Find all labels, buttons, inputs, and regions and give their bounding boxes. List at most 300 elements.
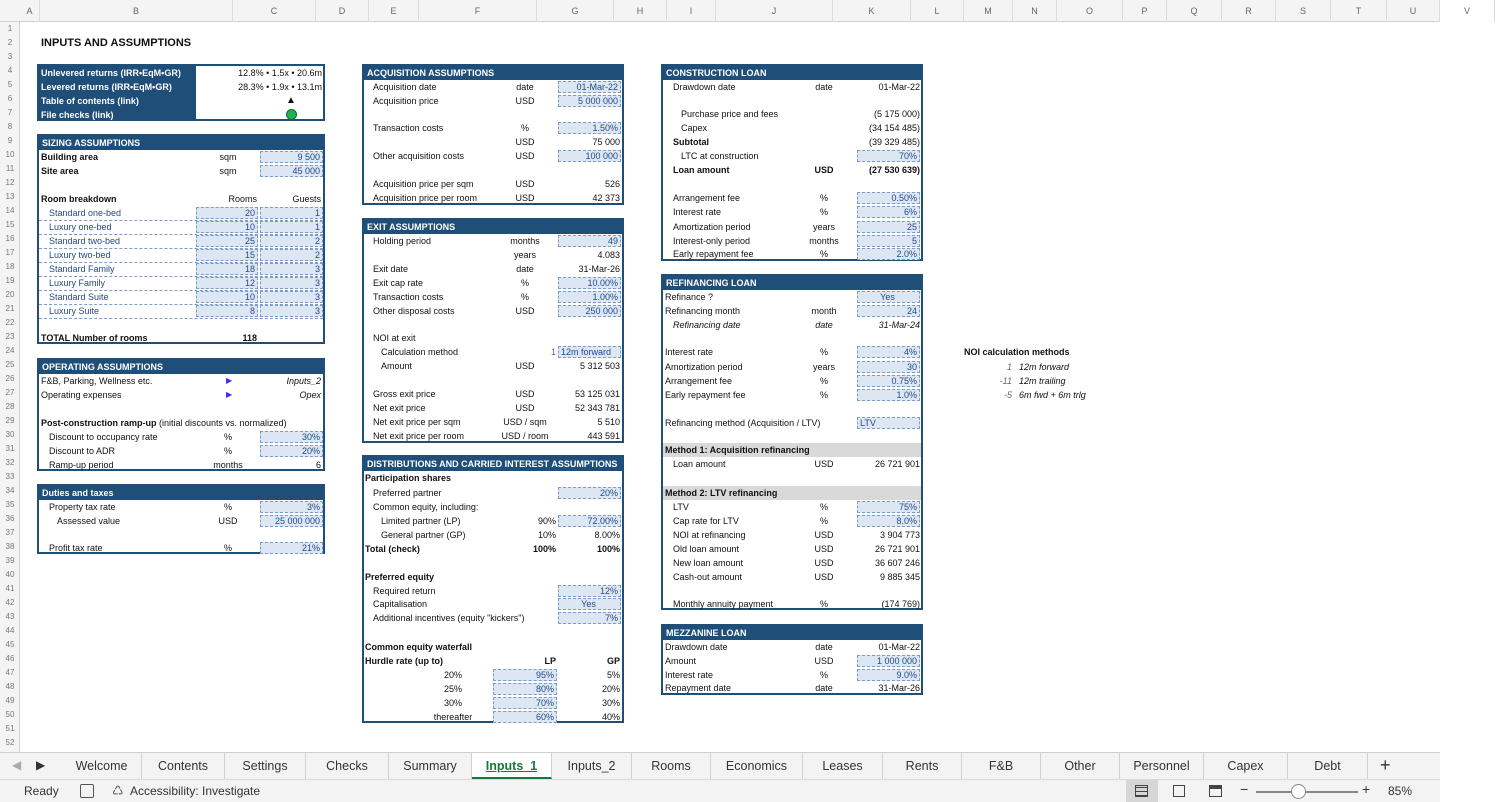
duties-header: Duties and taxes <box>39 486 323 500</box>
room-count-input[interactable]: 8 <box>196 305 258 317</box>
acq-room-label: Acquisition price per room <box>373 193 478 203</box>
new-loan-label: New loan amount <box>673 558 744 568</box>
noi-method-label: 12m forward <box>1019 362 1070 372</box>
required-return-label: Required return <box>373 586 436 596</box>
con-arr-input[interactable]: 0.50% <box>857 192 920 204</box>
gp-share-value: 20% <box>601 684 620 694</box>
tab-economics[interactable]: Economics <box>711 753 803 779</box>
refi-am-input[interactable]: 30 <box>857 361 920 373</box>
drawdown-label: Drawdown date <box>673 82 736 92</box>
unlevered-value: 12.8% • 1.5x • 20.6m <box>238 68 322 78</box>
loan-amount-unit: USD <box>814 165 834 175</box>
disposal-unit: USD <box>515 306 535 316</box>
row-header[interactable]: 17 <box>5 248 15 257</box>
gp-share-value: 5% <box>606 670 620 680</box>
gp-share-value: 30% <box>601 698 620 708</box>
room-count-input[interactable]: 25 <box>196 235 258 247</box>
zoom-out-button[interactable]: − <box>1240 781 1249 797</box>
exit-cap-label: Exit cap rate <box>373 278 424 288</box>
lp-share-input[interactable]: 95% <box>493 669 557 681</box>
column-header-b[interactable]: B <box>40 0 233 22</box>
pref-equity-label: Preferred equity <box>365 572 435 582</box>
column-header-n[interactable]: N <box>1013 0 1057 22</box>
con-early-label: Early repayment fee <box>673 249 754 259</box>
site-area-input[interactable]: 45 000 <box>260 165 323 177</box>
room-guests-input[interactable]: 1 <box>260 221 323 233</box>
tab-personnel[interactable]: Personnel <box>1120 753 1204 779</box>
accessibility-status[interactable]: Accessibility: Investigate <box>130 784 261 798</box>
hurdle-rate-value: thereafter <box>433 712 473 722</box>
caprate-ltv-input[interactable]: 8.0% <box>857 515 920 527</box>
tab-checks[interactable]: Checks <box>306 753 389 779</box>
refi-method-dropdown[interactable]: LTV <box>857 417 920 429</box>
room-type-name: Luxury Family <box>49 278 106 288</box>
row-header[interactable]: 51 <box>5 724 15 733</box>
column-header-j[interactable]: J <box>716 0 833 22</box>
row-header[interactable]: 33 <box>5 472 15 481</box>
room-type-name: Luxury Suite <box>49 306 100 316</box>
row-header[interactable]: 15 <box>5 220 15 229</box>
noi-methods-title: NOI calculation methods <box>964 347 1070 357</box>
drawdown-unit: date <box>815 82 833 92</box>
con-arr-label: Arrangement fee <box>673 193 741 203</box>
ltv-input[interactable]: 75% <box>857 501 920 513</box>
con-am-input[interactable]: 25 <box>857 221 920 233</box>
con-am-label: Amortization period <box>673 222 751 232</box>
gp-share-value: 40% <box>601 712 620 722</box>
zoom-in-button[interactable]: + <box>1362 781 1371 797</box>
row-header[interactable]: 28 <box>5 402 15 411</box>
new-loan-unit: USD <box>814 558 834 568</box>
room-guests-input[interactable]: 1 <box>260 207 323 219</box>
column-header-u[interactable]: U <box>1387 0 1440 22</box>
row-header[interactable]: 50 <box>5 710 15 719</box>
macro-recorder-icon[interactable] <box>80 784 94 798</box>
capitalisation-input[interactable]: Yes <box>558 598 621 610</box>
disposal-input[interactable]: 250 000 <box>558 305 621 317</box>
exit-tc-label: Transaction costs <box>373 292 444 302</box>
net-room-label: Net exit price per room <box>373 431 465 441</box>
total-check-value: 100% <box>596 544 620 554</box>
room-guests-input[interactable]: 2 <box>260 235 323 247</box>
new-loan-value: 36 607 246 <box>874 558 920 568</box>
row-header[interactable]: 43 <box>5 612 15 621</box>
room-guests-input[interactable]: 3 <box>260 263 323 275</box>
m1-loan-unit: USD <box>814 459 834 469</box>
property-tax-unit: % <box>223 502 232 512</box>
acq-date-input[interactable]: 01-Mar-22 <box>558 81 621 93</box>
building-area-input[interactable]: 9 500 <box>260 151 323 163</box>
row-header[interactable]: 12 <box>5 178 15 187</box>
row-header[interactable]: 9 <box>7 136 13 145</box>
net-exit-label: Net exit price <box>373 403 426 413</box>
column-header-p[interactable]: P <box>1123 0 1167 22</box>
mezz-amount-input[interactable]: 1 000 000 <box>857 655 920 667</box>
occ-discount-input[interactable]: 30% <box>260 431 323 443</box>
fnb-link[interactable]: Inputs_2 <box>286 376 321 386</box>
row-header[interactable]: 35 <box>5 500 15 509</box>
room-count-input[interactable]: 10 <box>196 221 258 233</box>
kickers-input[interactable]: 7% <box>558 612 621 624</box>
noi-method-label: 6m fwd + 6m trlg <box>1019 390 1086 400</box>
row-header[interactable]: 39 <box>5 556 15 565</box>
tab-rents[interactable]: Rents <box>883 753 962 779</box>
row-header[interactable]: 46 <box>5 654 15 663</box>
net-sqm-label: Net exit price per sqm <box>373 417 461 427</box>
row-header[interactable]: 1 <box>7 24 13 33</box>
mezz-ir-unit: % <box>819 670 828 680</box>
refi-am-unit: years <box>812 362 835 372</box>
row-header[interactable]: 6 <box>7 94 13 103</box>
refi-month-input[interactable]: 24 <box>857 305 920 317</box>
row-header[interactable]: 13 <box>5 192 15 201</box>
room-count-input[interactable]: 18 <box>196 263 258 275</box>
row-header[interactable]: 5 <box>7 80 13 89</box>
status-bar <box>0 779 1440 802</box>
acq-other-input[interactable]: 100 000 <box>558 150 621 162</box>
row-header[interactable]: 23 <box>5 332 15 341</box>
room-type-name: Standard one-bed <box>49 208 122 218</box>
sizing-header: SIZING ASSUMPTIONS <box>39 136 323 150</box>
row-header[interactable]: 21 <box>5 304 15 313</box>
refi-early-unit: % <box>819 390 828 400</box>
hurdle-rate-value: 20% <box>443 670 462 680</box>
refinance-label: Refinance ? <box>665 292 714 302</box>
hurdle-rate-value: 25% <box>443 684 462 694</box>
noi-amount-label: Amount <box>381 361 413 371</box>
con-ir-input[interactable]: 6% <box>857 206 920 218</box>
refi-method-label: Refinancing method (Acquisition / LTV) <box>665 418 821 428</box>
row-header[interactable]: 4 <box>7 66 13 75</box>
occ-discount-label: Discount to occupancy rate <box>49 432 158 442</box>
capex-label: Capex <box>681 123 708 133</box>
tab-debt[interactable]: Debt <box>1288 753 1368 779</box>
tab-welcome[interactable]: Welcome <box>62 753 142 779</box>
tab-scroll-left-icon[interactable]: ◀ <box>12 758 22 772</box>
participation-label: Participation shares <box>365 473 452 483</box>
row-header[interactable]: 45 <box>5 640 15 649</box>
room-row-divider <box>39 318 323 319</box>
rampup-period-label: Ramp-up period <box>49 460 114 470</box>
mezz-repay-unit: date <box>815 683 833 693</box>
con-io-label: Interest-only period <box>673 236 751 246</box>
holding-input[interactable]: 49 <box>558 235 621 247</box>
row-header[interactable]: 37 <box>5 528 15 537</box>
noi-method-index: 1 <box>1006 362 1012 372</box>
levered-label[interactable]: Levered returns (IRR•EqM•GR) <box>41 82 172 92</box>
levered-value: 28.3% • 1.9x • 13.1m <box>238 82 322 92</box>
refinance-input[interactable]: Yes <box>857 291 920 303</box>
capitalisation-label: Capitalisation <box>373 599 428 609</box>
room-guests-input[interactable]: 2 <box>260 249 323 261</box>
row-header[interactable]: 40 <box>5 570 15 579</box>
acq-price-input[interactable]: 5 000 000 <box>558 95 621 107</box>
ltv-unit: % <box>819 502 828 512</box>
column-header-e[interactable]: E <box>369 0 419 22</box>
mezz-amount-unit: USD <box>814 656 834 666</box>
old-loan-label: Old loan amount <box>673 544 740 554</box>
column-headers <box>0 0 1470 22</box>
holding-unit: months <box>510 236 540 246</box>
zoom-slider-thumb[interactable] <box>1291 784 1306 799</box>
row-header[interactable]: 44 <box>5 626 15 635</box>
row-header[interactable]: 25 <box>5 360 15 369</box>
room-count-input[interactable]: 20 <box>196 207 258 219</box>
row-header[interactable]: 10 <box>5 150 15 159</box>
opex-label: Operating expenses <box>41 390 122 400</box>
column-header-l[interactable]: L <box>911 0 964 22</box>
fnb-arrow-icon[interactable]: ▶ <box>226 376 233 385</box>
column-header-h[interactable]: H <box>614 0 667 22</box>
refinancing-header: REFINANCING LOAN <box>663 276 921 290</box>
row-header[interactable]: 19 <box>5 276 15 285</box>
row-header[interactable]: 49 <box>5 696 15 705</box>
tab-contents[interactable]: Contents <box>142 753 225 779</box>
net-room-unit: USD / room <box>501 431 549 441</box>
acq-tc-unit2: USD <box>515 137 535 147</box>
hurdle-label: Hurdle rate (up to) <box>365 656 443 666</box>
fnb-label: F&B, Parking, Wellness etc. <box>41 376 153 386</box>
tab-inputs-1[interactable]: Inputs_1 <box>472 753 552 779</box>
tab-settings[interactable]: Settings <box>225 753 306 779</box>
acq-room-value: 42 373 <box>592 193 620 203</box>
ltc-input[interactable]: 70% <box>857 150 920 162</box>
refi-early-input[interactable]: 1.0% <box>857 389 920 401</box>
mezzanine-header: MEZZANINE LOAN <box>663 626 921 640</box>
file-checks-link[interactable]: File checks (link) <box>41 110 114 120</box>
row-header[interactable]: 7 <box>7 108 13 117</box>
exit-cap-input[interactable]: 10.00% <box>558 277 621 289</box>
tab-scroll-right-icon[interactable]: ▶ <box>36 758 46 772</box>
tab-capex[interactable]: Capex <box>1204 753 1288 779</box>
adr-discount-input[interactable]: 20% <box>260 445 323 457</box>
opex-link[interactable]: Opex <box>299 390 321 400</box>
lp-share-input[interactable]: 80% <box>493 683 557 695</box>
tab-other[interactable]: Other <box>1041 753 1120 779</box>
cashout-label: Cash-out amount <box>673 572 743 582</box>
row-header[interactable]: 3 <box>7 52 13 61</box>
page-break-icon[interactable] <box>1209 785 1222 797</box>
adr-discount-label: Discount to ADR <box>49 446 116 456</box>
noi-method-index: -5 <box>1003 390 1012 400</box>
column-header-c[interactable]: C <box>233 0 316 22</box>
row-header[interactable]: 52 <box>5 738 15 747</box>
total-rooms-value: 118 <box>242 333 257 343</box>
required-return-input[interactable]: 12% <box>558 585 621 597</box>
adr-discount-unit: % <box>223 446 232 456</box>
column-header-s[interactable]: S <box>1276 0 1331 22</box>
pref-partner-label: Preferred partner <box>373 488 442 498</box>
calc-method-dropdown[interactable]: 12m forward <box>558 346 621 358</box>
row-header[interactable]: 27 <box>5 388 15 397</box>
acq-other-label: Other acquisition costs <box>373 151 465 161</box>
row-header[interactable]: 42 <box>5 598 15 607</box>
ltc-label: LTC at construction <box>681 151 759 161</box>
row-header[interactable]: 29 <box>5 416 15 425</box>
zoom-level[interactable]: 85% <box>1388 784 1413 798</box>
mezz-ir-input[interactable]: 9.0% <box>857 669 920 681</box>
acq-date-unit: date <box>516 82 534 92</box>
column-header-d[interactable]: D <box>316 0 369 22</box>
rampup-period-unit: months <box>213 460 243 470</box>
mezz-drawdown-label: Drawdown date <box>665 642 728 652</box>
tab-summary[interactable]: Summary <box>389 753 472 779</box>
acq-tc-unit: % <box>520 123 529 133</box>
con-io-input[interactable]: 5 <box>857 235 920 247</box>
room-guests-input[interactable]: 3 <box>260 305 323 317</box>
sheet-tab-bar <box>0 752 1440 779</box>
room-count-input[interactable]: 12 <box>196 277 258 289</box>
mezz-repay-value: 31-Mar-26 <box>878 683 920 693</box>
row-header[interactable]: 20 <box>5 290 15 299</box>
room-count-input[interactable]: 15 <box>196 249 258 261</box>
column-header-t[interactable]: T <box>1331 0 1387 22</box>
row-header[interactable]: 31 <box>5 444 15 453</box>
gp-value: 8.00% <box>594 530 620 540</box>
room-type-name: Standard two-bed <box>49 236 121 246</box>
annuity-label: Monthly annuity payment <box>673 599 774 609</box>
refi-date-label: Refinancing date <box>673 320 741 330</box>
row-header[interactable]: 47 <box>5 668 15 677</box>
row-header[interactable]: 41 <box>5 584 15 593</box>
con-am-unit: years <box>812 222 835 232</box>
building-area-label: Building area <box>41 152 99 162</box>
cashout-value: 9 885 345 <box>879 572 920 582</box>
total-check-pct: 100% <box>532 544 556 554</box>
page-layout-icon[interactable] <box>1173 785 1185 797</box>
column-header-q[interactable]: Q <box>1167 0 1222 22</box>
row-header[interactable]: 2 <box>7 38 13 47</box>
refi-date-value: 31-Mar-24 <box>878 320 920 330</box>
row-header[interactable]: 14 <box>5 206 15 215</box>
acq-price-label: Acquisition price <box>373 96 439 106</box>
row-header[interactable]: 38 <box>5 542 15 551</box>
row-header[interactable]: 30 <box>5 430 15 439</box>
distributions-header: DISTRIBUTIONS AND CARRIED INTEREST ASSUMPTIONS <box>364 457 622 471</box>
column-header-k[interactable]: K <box>833 0 911 22</box>
refi-arr-label: Arrangement fee <box>665 376 733 386</box>
column-header-g[interactable]: G <box>537 0 614 22</box>
loan-amount-label: Loan amount <box>673 165 730 175</box>
holding-label: Holding period <box>373 236 432 246</box>
column-header-a[interactable]: A <box>20 0 40 22</box>
refi-ir-input[interactable]: 4% <box>857 346 920 358</box>
toc-triangle-icon[interactable]: ▲ <box>286 95 296 106</box>
exit-date-label: Exit date <box>373 264 409 274</box>
room-guests-input[interactable]: 3 <box>260 277 323 289</box>
unlevered-label[interactable]: Unlevered returns (IRR•EqM•GR) <box>41 68 181 78</box>
old-loan-value: 26 721 901 <box>874 544 920 554</box>
acq-tc-value2: 75 000 <box>592 137 620 147</box>
row-header[interactable]: 36 <box>5 514 15 523</box>
row-header[interactable]: 8 <box>7 122 13 131</box>
ltv-label: LTV <box>673 502 689 512</box>
pref-partner-input[interactable]: 20% <box>558 487 621 499</box>
zoom-slider-track[interactable] <box>1256 791 1358 793</box>
gp-column-header: GP <box>606 656 620 666</box>
lp-input[interactable]: 72.00% <box>558 515 621 527</box>
room-guests-input[interactable]: 3 <box>260 291 323 303</box>
row-header[interactable]: 26 <box>5 374 15 383</box>
row-header[interactable]: 24 <box>5 346 15 355</box>
accessibility-icon[interactable]: ♺ <box>112 783 124 798</box>
check-status-icon[interactable] <box>286 109 297 120</box>
con-ir-label: Interest rate <box>673 207 722 217</box>
noi-refi-value: 3 904 773 <box>879 530 920 540</box>
gross-exit-label: Gross exit price <box>373 389 436 399</box>
tab-f-b[interactable]: F&B <box>962 753 1041 779</box>
profit-tax-input[interactable]: 21% <box>260 542 323 554</box>
room-count-input[interactable]: 10 <box>196 291 258 303</box>
column-header-m[interactable]: M <box>964 0 1013 22</box>
m1-loan-label: Loan amount <box>673 459 726 469</box>
column-header-v[interactable]: V <box>1440 0 1495 22</box>
assessed-value-input[interactable]: 25 000 000 <box>260 515 323 527</box>
column-header-f[interactable]: F <box>419 0 537 22</box>
con-early-input[interactable]: 2.0% <box>857 248 920 260</box>
tab-rooms[interactable]: Rooms <box>632 753 711 779</box>
gross-exit-unit: USD <box>515 389 535 399</box>
column-header-o[interactable]: O <box>1057 0 1123 22</box>
hurdle-rate-value: 30% <box>443 698 462 708</box>
row-header[interactable]: 11 <box>5 164 15 173</box>
net-sqm-value: 5 510 <box>597 417 620 427</box>
column-header-r[interactable]: R <box>1222 0 1276 22</box>
toc-link[interactable]: Table of contents (link) <box>41 96 139 106</box>
capex-value: (34 154 485) <box>868 123 920 133</box>
property-tax-input[interactable]: 3% <box>260 501 323 513</box>
status-ready: Ready <box>24 784 59 798</box>
refi-ir-unit: % <box>819 347 828 357</box>
column-header-i[interactable]: I <box>667 0 716 22</box>
con-io-unit: months <box>809 236 839 246</box>
con-arr-unit: % <box>819 193 828 203</box>
mezz-drawdown-value: 01-Mar-22 <box>878 642 920 652</box>
lp-share-input[interactable]: 70% <box>493 697 557 709</box>
mezz-amount-label: Amount <box>665 656 697 666</box>
row-header[interactable]: 22 <box>5 318 15 327</box>
building-area-unit: sqm <box>219 152 237 162</box>
row-header[interactable]: 48 <box>5 682 15 691</box>
refi-arr-input[interactable]: 0.75% <box>857 375 920 387</box>
common-equity-label: Common equity, including: <box>373 502 479 512</box>
tab-leases[interactable]: Leases <box>803 753 883 779</box>
row-header[interactable]: 34 <box>5 486 15 495</box>
exit-header: EXIT ASSUMPTIONS <box>364 220 622 234</box>
row-header[interactable]: 18 <box>5 262 15 271</box>
row-header[interactable]: 16 <box>5 234 15 243</box>
noi-amount-value: 5 312 503 <box>579 361 620 371</box>
lp-share-input[interactable]: 60% <box>493 711 557 723</box>
add-sheet-button[interactable]: + <box>1380 755 1391 775</box>
tab-inputs-2[interactable]: Inputs_2 <box>552 753 632 779</box>
refi-arr-unit: % <box>819 376 828 386</box>
lp-pct: 90% <box>537 516 556 526</box>
room-breakdown-label: Room breakdown <box>41 194 117 204</box>
noi-refi-unit: USD <box>814 530 834 540</box>
row-header[interactable]: 32 <box>5 458 15 467</box>
con-ir-unit: % <box>819 207 828 217</box>
holding-unit2: years <box>513 250 536 260</box>
worksheet-grid[interactable] <box>20 22 1440 752</box>
exit-tc-input[interactable]: 1.00% <box>558 291 621 303</box>
con-early-unit: % <box>819 249 828 259</box>
opex-arrow-icon[interactable]: ▶ <box>226 390 233 399</box>
acquisition-header: ACQUISITION ASSUMPTIONS <box>364 66 622 80</box>
refi-month-unit: month <box>811 306 837 316</box>
acq-tc-input[interactable]: 1.50% <box>558 122 621 134</box>
assessed-value-label: Assessed value <box>57 516 121 526</box>
